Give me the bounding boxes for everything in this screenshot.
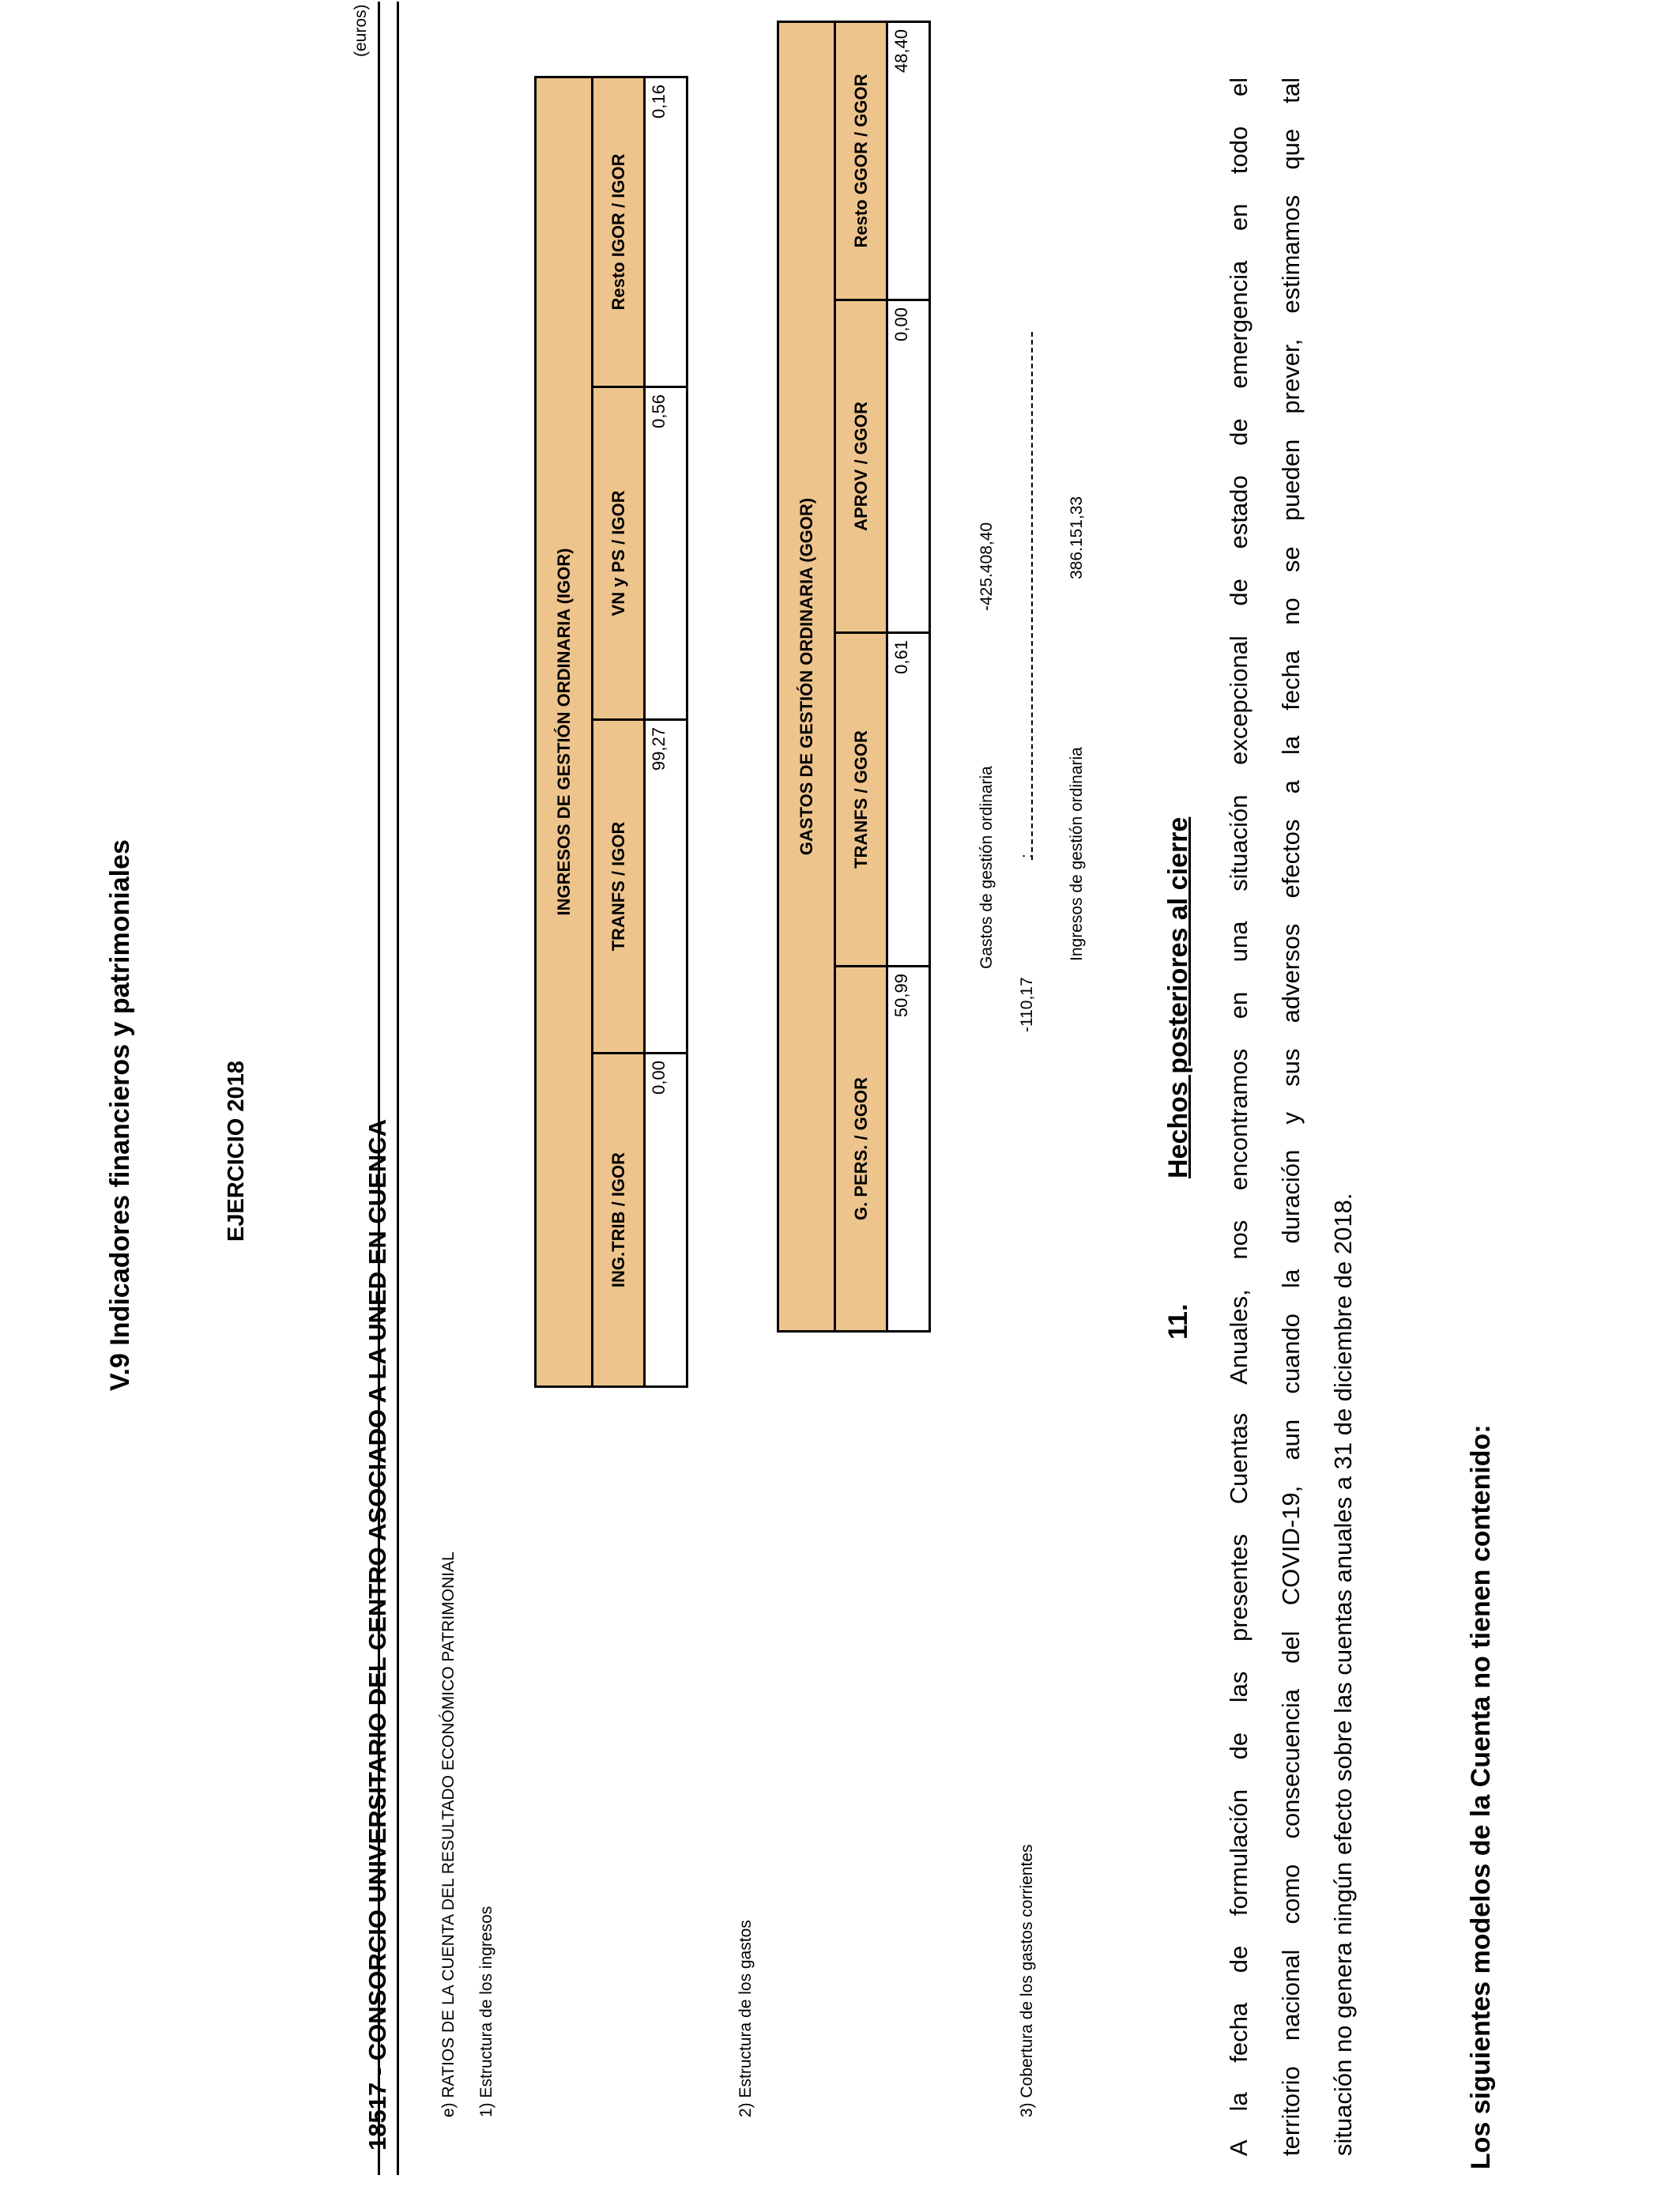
gastos-col-header: Resto GGOR / GGOR xyxy=(835,22,887,300)
ingresos-value: 0,56 xyxy=(645,387,687,720)
entity-name: 18517 - CONSORCIO UNIVERSITARIO DEL CENTRO ASOCIADO A LA UNED EN CUENCA xyxy=(363,1118,391,2151)
numerator-value: -425.408,40 xyxy=(977,522,996,611)
section-11-paragraph xyxy=(1213,77,1369,2156)
ingresos-header: INGRESOS DE GESTIÓN ORDINARIA (IGOR) xyxy=(536,77,593,1386)
paragraph-line: territorio nacional como consecuencia del COVID-19, aun cuando la duración y sus adversos efectos a la fecha no se pueden prever, estimamos que tal xyxy=(1277,77,1305,2156)
section-1-label: 1) Estructura de los ingresos xyxy=(477,1906,495,2117)
gastos-header: GASTOS DE GESTIÓN ORDINARIA (GGOR) xyxy=(778,22,835,1332)
section-e-heading: e) RATIOS DE LA CUENTA DEL RESULTADO ECONÓMICO PATRIMONIAL xyxy=(439,1551,458,2117)
ingresos-value: 99,27 xyxy=(645,720,687,1054)
gastos-table xyxy=(777,21,931,1333)
ingresos-value: 0,00 xyxy=(645,1054,687,1387)
gastos-col-header: G. PERS. / GGOR xyxy=(835,967,887,1332)
gastos-value: 0,00 xyxy=(887,300,930,633)
fraction-line xyxy=(1031,332,1033,860)
cobertura-value: -110,17 xyxy=(1018,977,1036,1032)
section-2-label: 2) Estructura de los gastos xyxy=(736,1920,755,2117)
ingresos-value: 0,16 xyxy=(645,77,687,386)
page-title: V.9 Indicadores financieros y patrimoniales xyxy=(105,839,135,1391)
cobertura-colon: : xyxy=(1018,854,1036,858)
ingresos-table xyxy=(534,76,688,1388)
exercise-year: EJERCICIO 2018 xyxy=(224,1061,249,1242)
section-11-heading: Hechos posteriores al cierre xyxy=(1163,816,1193,1178)
paragraph-line: situación no genera ningún efecto sobre las cuentas anuales a 31 de diciembre de 2018. xyxy=(1329,1193,1357,2156)
ingresos-col-header: Resto IGOR / IGOR xyxy=(593,77,645,386)
section-3-label: 3) Cobertura de los gastos corrientes xyxy=(1018,1844,1036,2117)
ingresos-col-header: ING.TRIB / IGOR xyxy=(593,1054,645,1387)
currency-note: (euros) xyxy=(352,4,370,57)
gastos-value: 48,40 xyxy=(887,22,930,300)
paragraph-line: A la fecha de formulación de las presentes Cuentas Anuales, nos encontramos en una situación excepcional de estado de emergencia en todo el xyxy=(1225,77,1252,2156)
gastos-col-header: TRANFS / GGOR xyxy=(835,633,887,967)
header-rule-bottom xyxy=(397,2,399,2175)
gastos-value: 50,99 xyxy=(887,967,930,1332)
denominator-label: Ingresos de gestión ordinaria xyxy=(1068,747,1086,961)
gastos-value: 0,61 xyxy=(887,633,930,967)
ingresos-col-header: VN y PS / IGOR xyxy=(593,387,645,720)
denominator-value: 386.151,33 xyxy=(1068,496,1086,579)
numerator-label: Gastos de gestión ordinaria xyxy=(977,766,996,969)
ingresos-col-header: TRANFS / IGOR xyxy=(593,720,645,1054)
gastos-col-header: APROV / GGOR xyxy=(835,300,887,633)
footer-note: Los siguientes modelos de la Cuenta no tienen contenido: xyxy=(1466,1424,1496,2169)
section-11-number: 11. xyxy=(1163,1303,1193,1340)
